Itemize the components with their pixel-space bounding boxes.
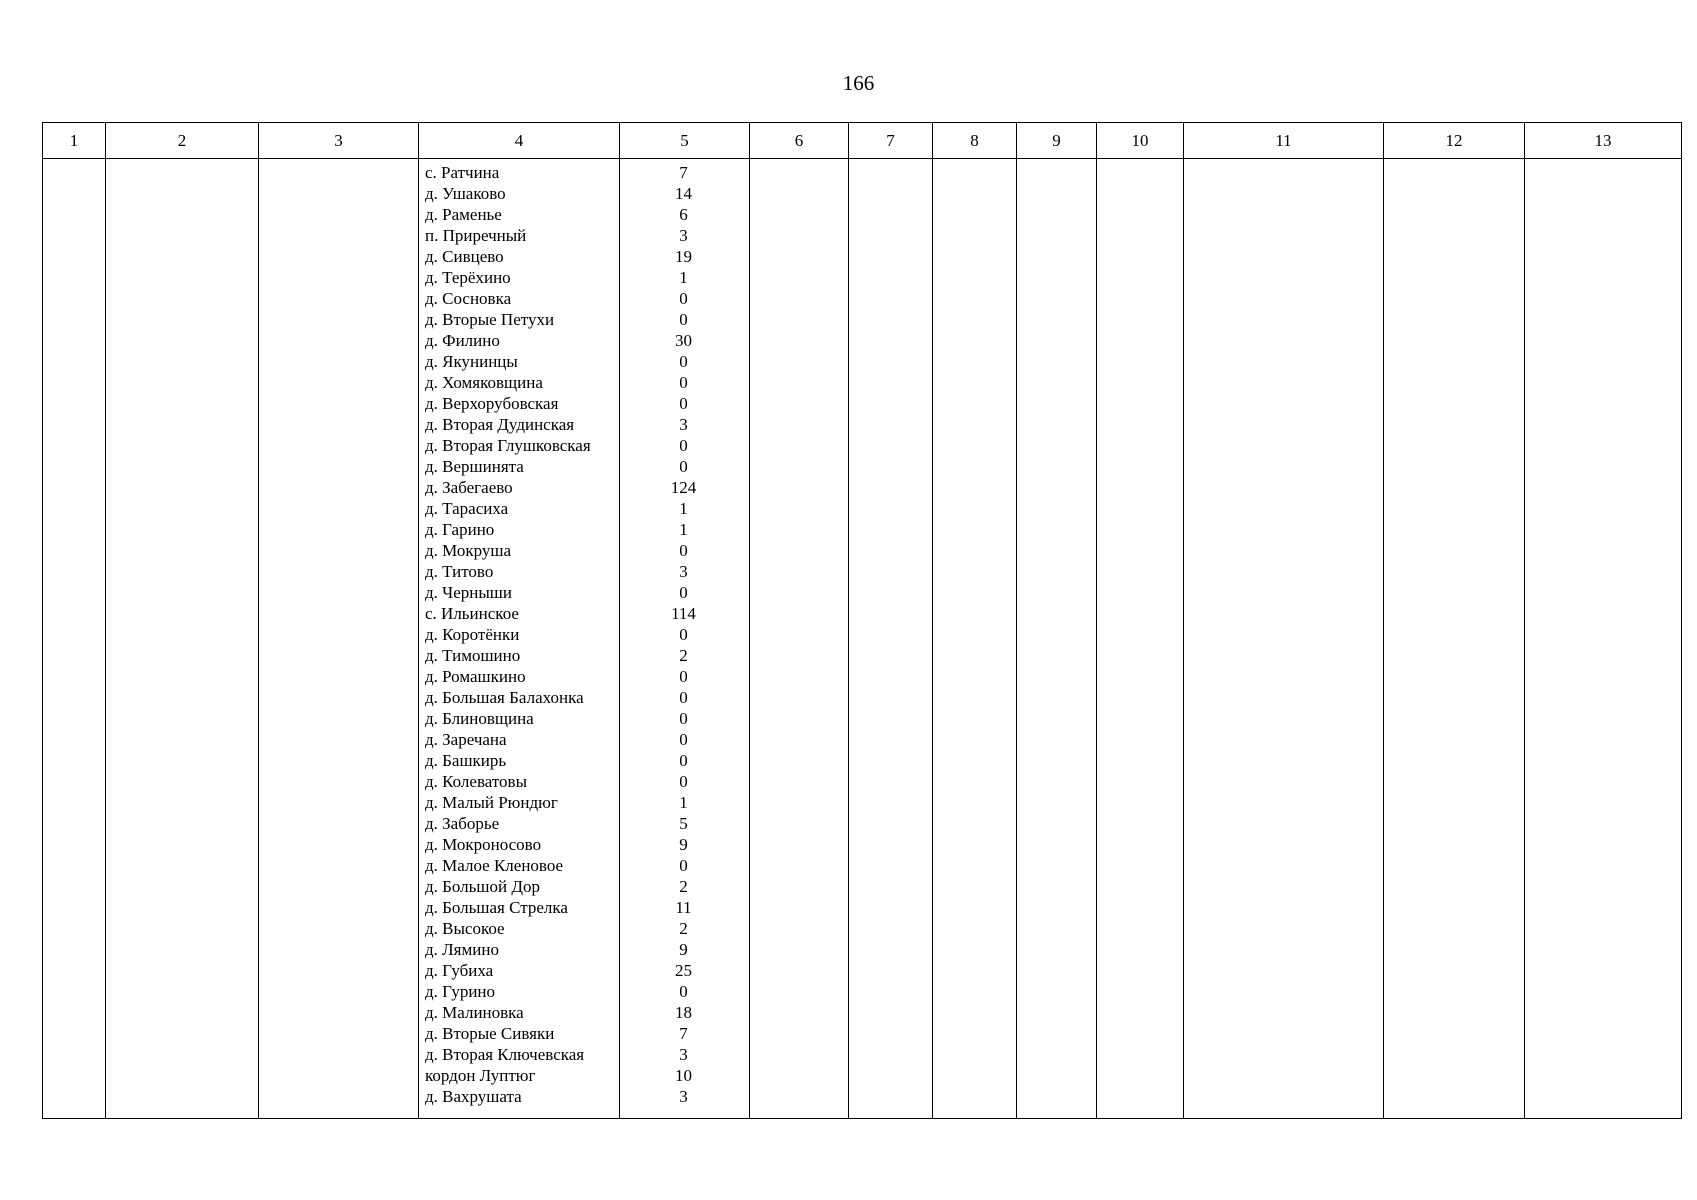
settlement-value: 0 bbox=[679, 856, 688, 875]
settlement-value: 2 bbox=[679, 646, 688, 665]
settlement-name: д. Ромашкино bbox=[425, 667, 526, 686]
settlement-name: д. Вторая Дудинская bbox=[425, 415, 575, 434]
settlement-name: д. Лямино bbox=[425, 940, 499, 959]
settlement-name: кордон Луптюг bbox=[425, 1066, 536, 1085]
settlement-value: 3 bbox=[679, 226, 688, 245]
column-header: 11 bbox=[1184, 123, 1384, 159]
settlement-name: д. Раменье bbox=[425, 205, 502, 224]
data-table bbox=[42, 122, 1682, 1119]
column-header: 12 bbox=[1384, 123, 1525, 159]
column-header: 2 bbox=[106, 123, 259, 159]
settlement-name: д. Мокроносово bbox=[425, 835, 542, 854]
settlement-value: 9 bbox=[679, 940, 688, 959]
table-cell bbox=[1017, 159, 1097, 1119]
table-cell bbox=[43, 159, 106, 1119]
settlement-value: 3 bbox=[679, 1087, 688, 1106]
settlement-name: д. Гурино bbox=[425, 982, 496, 1001]
table-cell bbox=[1384, 159, 1525, 1119]
settlement-value: 0 bbox=[679, 751, 688, 770]
settlement-value: 0 bbox=[679, 688, 688, 707]
settlement-value: 0 bbox=[679, 457, 688, 476]
settlement-name: д. Забегаево bbox=[425, 478, 513, 497]
settlement-name: д. Высокое bbox=[425, 919, 505, 938]
settlement-value: 30 bbox=[675, 331, 692, 350]
table-cell bbox=[933, 159, 1017, 1119]
settlement-name: д. Вахрушата bbox=[425, 1087, 522, 1106]
column-header: 4 bbox=[419, 123, 620, 159]
settlement-name: д. Большая Балахонка bbox=[425, 688, 584, 707]
table-cell bbox=[1097, 159, 1184, 1119]
column-header: 9 bbox=[1017, 123, 1097, 159]
column-header: 6 bbox=[750, 123, 849, 159]
settlement-value: 0 bbox=[679, 982, 688, 1001]
table-cell bbox=[106, 159, 259, 1119]
settlement-value: 2 bbox=[679, 919, 688, 938]
column-header: 3 bbox=[259, 123, 419, 159]
settlement-value: 3 bbox=[679, 415, 688, 434]
settlement-value: 3 bbox=[679, 1045, 688, 1064]
settlement-name: д. Якунинцы bbox=[425, 352, 518, 371]
settlement-value: 7 bbox=[679, 163, 688, 182]
settlement-name: д. Титово bbox=[425, 562, 494, 581]
settlement-name: д. Сосновка bbox=[425, 289, 512, 308]
settlement-name: д. Вторая Глушковская bbox=[425, 436, 591, 455]
settlement-name: д. Вторые Сивяки bbox=[425, 1024, 555, 1043]
settlement-name: д. Филино bbox=[425, 331, 500, 350]
settlement-names-list bbox=[419, 159, 619, 1107]
settlement-names-cell bbox=[419, 159, 620, 1119]
settlement-name: д. Сивцево bbox=[425, 247, 504, 266]
settlement-name: с. Ильинское bbox=[425, 604, 519, 623]
settlement-name: д. Коротёнки bbox=[425, 625, 520, 644]
table-cell bbox=[259, 159, 419, 1119]
settlement-name: д. Большой Дор bbox=[425, 877, 540, 896]
settlement-values-cell bbox=[620, 159, 750, 1119]
settlement-value: 1 bbox=[679, 268, 688, 287]
settlement-name: д. Башкирь bbox=[425, 751, 507, 770]
settlement-value: 0 bbox=[679, 394, 688, 413]
table-cell bbox=[1184, 159, 1384, 1119]
table-cell bbox=[849, 159, 933, 1119]
settlement-name: д. Колеватовы bbox=[425, 772, 528, 791]
table-cell bbox=[750, 159, 849, 1119]
settlement-name: д. Вторая Ключевская bbox=[425, 1045, 585, 1064]
settlement-name: д. Заборье bbox=[425, 814, 500, 833]
settlement-value: 1 bbox=[679, 499, 688, 518]
settlement-value: 3 bbox=[679, 562, 688, 581]
settlement-value: 6 bbox=[679, 205, 688, 224]
column-header: 10 bbox=[1097, 123, 1184, 159]
settlement-value: 9 bbox=[679, 835, 688, 854]
settlement-value: 1 bbox=[679, 520, 688, 539]
settlement-name: д. Малое Кленовое bbox=[425, 856, 564, 875]
settlement-name: д. Терёхино bbox=[425, 268, 511, 287]
settlement-value: 114 bbox=[671, 604, 696, 623]
settlement-value: 0 bbox=[679, 709, 688, 728]
settlement-name: д. Тарасиха bbox=[425, 499, 509, 518]
header-row bbox=[43, 123, 1682, 159]
settlement-name: д. Губиха bbox=[425, 961, 494, 980]
settlement-values-list bbox=[620, 159, 749, 1107]
settlement-name: д. Черныши bbox=[425, 583, 512, 602]
settlement-value: 0 bbox=[679, 289, 688, 308]
settlement-value: 18 bbox=[675, 1003, 692, 1022]
settlement-value: 1 bbox=[679, 793, 688, 812]
settlement-name: д. Заречана bbox=[425, 730, 507, 749]
settlement-name: д. Блиновщина bbox=[425, 709, 534, 728]
settlement-name: д. Верхорубовская bbox=[425, 394, 559, 413]
settlement-name: д. Малиновка bbox=[425, 1003, 524, 1022]
table-cell bbox=[1525, 159, 1682, 1119]
settlement-name: д. Вершинята bbox=[425, 457, 524, 476]
column-header: 5 bbox=[620, 123, 750, 159]
settlement-name: п. Приречный bbox=[425, 226, 527, 245]
settlement-value: 11 bbox=[675, 898, 692, 917]
column-header: 1 bbox=[43, 123, 106, 159]
settlement-value: 0 bbox=[679, 373, 688, 392]
settlement-value: 0 bbox=[679, 772, 688, 791]
settlement-name: д. Хомяковщина bbox=[425, 373, 543, 392]
settlement-name: д. Тимошино bbox=[425, 646, 521, 665]
settlement-value: 0 bbox=[679, 625, 688, 644]
settlement-value: 10 bbox=[675, 1066, 692, 1085]
table-row bbox=[43, 159, 1682, 1119]
settlement-value: 2 bbox=[679, 877, 688, 896]
settlement-name: д. Большая Стрелка bbox=[425, 898, 568, 917]
settlement-name: д. Вторые Петухи bbox=[425, 310, 555, 329]
settlement-name: д. Малый Рюндюг bbox=[425, 793, 558, 812]
settlement-value: 7 bbox=[679, 1024, 688, 1043]
settlement-value: 0 bbox=[679, 667, 688, 686]
settlement-value: 5 bbox=[679, 814, 688, 833]
settlement-name: д. Мокруша bbox=[425, 541, 512, 560]
settlement-value: 0 bbox=[679, 310, 688, 329]
column-header: 13 bbox=[1525, 123, 1682, 159]
settlement-value: 0 bbox=[679, 730, 688, 749]
column-header: 8 bbox=[933, 123, 1017, 159]
settlement-value: 0 bbox=[679, 352, 688, 371]
settlement-value: 0 bbox=[679, 436, 688, 455]
settlement-value: 0 bbox=[679, 583, 688, 602]
settlement-name: д. Гарино bbox=[425, 520, 495, 539]
settlement-value: 124 bbox=[670, 478, 697, 497]
page-number: 166 bbox=[842, 71, 875, 95]
settlement-value: 25 bbox=[675, 961, 692, 980]
settlement-value: 14 bbox=[675, 184, 692, 203]
settlement-name: д. Ушаково bbox=[425, 184, 506, 203]
settlement-value: 19 bbox=[675, 247, 692, 266]
column-header: 7 bbox=[849, 123, 933, 159]
settlement-value: 0 bbox=[679, 541, 688, 560]
settlement-name: с. Ратчина bbox=[425, 163, 500, 182]
